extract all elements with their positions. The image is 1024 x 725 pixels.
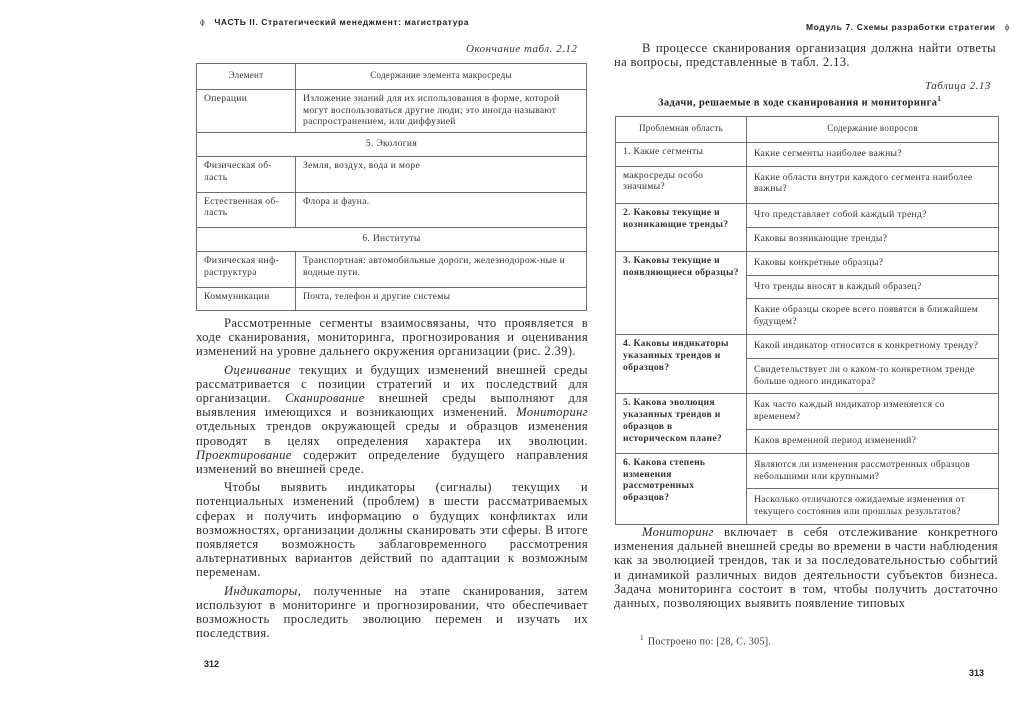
body-paragraph [196,316,588,359]
question-cell: Какие образцы скорее всего появятся в ближайшем будущем? [747,299,999,335]
question-cell: Какие области внутри каждого сегмента наиболее важны? [747,166,999,204]
content-cell: Флора и фауна. [296,192,587,228]
question-cell: Являются ли изменения рассмотренных образцов небольшими или крупными? [747,453,999,489]
content-cell: Транспортная: автомобильные дороги, железнодорож-ные и водные пути. [296,251,587,287]
table-row [197,287,587,311]
question-cell: Каковы конкретные образцы? [747,251,999,275]
emphasized-term: Оценивание [224,362,292,377]
left-table-caption: Окончание табл. 2.12 [466,43,578,55]
element-cell: Естественная об-ласть [197,192,296,228]
text-run: внешней среды выполняют для выявления имеющихся и возникающих изменений. [196,391,588,420]
question-cell: Какой индикатор относится к конкретному тренду? [747,334,999,358]
column-header: Элемент [197,64,296,90]
body-paragraph [614,525,998,610]
footnote-mark: 1 [937,95,942,103]
question-cell: Как часто каждый индикатор изменяется со временем? [747,394,999,430]
body-paragraph [196,363,588,477]
element-cell: Физическая об-ласть [197,156,296,192]
text-run: отдельных трендов окружающей среды и образцов изменения проводят в целях определения характера их эволюции. [196,419,588,448]
right-body-text [614,525,998,614]
problem-area-text: 6. Какова степень изменения рассмотренных образцов? [623,456,706,504]
table-section-row [197,133,587,157]
right-running-head [806,22,1016,32]
text-run: полученные на этапе сканирования, затем используют в мониторинге и прогнозировании, что обеспечивает возможность проследить эволюцию перемен и изучать их последствия. [196,583,588,641]
table-row [616,334,999,358]
table-section-row [197,228,587,252]
problem-area-cell [616,166,747,204]
emphasized-term: Мониторинг [516,405,588,420]
emphasized-term: Проектирование [196,447,292,462]
element-cell: Физическая инф-раструктура [197,251,296,287]
footnote-number: 1 [640,634,644,642]
problem-area-cell [616,453,747,524]
footnote [640,634,771,647]
question-cell: Что представляет собой каждый тренд? [747,204,999,228]
element-cell: Коммуникации [197,287,296,311]
content-cell: Изложение знаний для их использования в форме, которой могут воспользоваться другие люди; это иногда называют распространением, или диффузией [296,89,587,132]
table-row [616,251,999,275]
problem-area-cell [616,334,747,393]
text-run: Рассмотренные сегменты взаимосвязаны, что проявляется в ходе сканирования, мониторинга, прогнозирования и оценивания изменений на уровне дальнего окружения организации (рис. 2.39). [196,316,588,359]
right-table-title [658,95,941,108]
ornament-icon: ϕ [200,17,206,27]
body-paragraph [196,584,588,641]
column-header: Содержание элемента макросреды [296,64,587,90]
left-running-head [194,17,469,27]
problem-area-text: 2. Каковы текущие и возникающие тренды? [623,207,729,230]
column-header: Содержание вопросов [747,117,999,143]
table-header-row [197,64,587,90]
table-header-row [616,117,999,143]
right-intro [614,41,996,69]
text-run: Чтобы выявить индикаторы (сигналы) текущих и потенциальных изменений (проблем) в шести рассматриваемых сферах и получить информацию о будущих конфликтах или возможностях, организации должны сканировать эти сферы. В итоге появляется возможность заблаговременного рассмотрения альтернативных вариантов действий по адаптации к возможным переменам. [196,480,588,580]
right-page-number: 313 [969,668,985,678]
problem-area-cell [616,204,747,252]
problem-area-text: 3. Каковы текущие и появляющиеся образцы? [623,254,739,278]
table-row [197,156,587,192]
table-row [197,251,587,287]
question-cell: Какие сегменты наиболее важны? [747,142,999,166]
scanning-tasks-table [615,116,999,525]
table-row [197,89,587,132]
problem-area-cell [616,251,747,334]
right-table-label: Таблица 2.13 [925,80,991,92]
left-running-head-text: ЧАСТЬ II. Стратегический менеджмент: магистратура [214,17,470,27]
right-running-head-text: Модуль 7. Схемы разработки стратегии [806,22,996,32]
problem-area-text: 4. Каковы индикаторы указанных трендов и образцов? [623,337,729,373]
table-row [616,204,999,228]
text-run: включает в себя отслеживание конкретного изменения дальней внешней среды во времени в части наблюдения как за эволюцией трендов, так и за последовательностью событий и динамикой различных видов деятельности субъектов бизнеса. Задача мониторинга состоит в том, чтобы получить достаточно данных, позволяющих выявить появление типовых [614,525,998,611]
question-cell: Свидетельствует ли о каком-то конкретном тренде больше одного индикатора? [747,358,999,394]
emphasized-term: Сканирование [285,391,365,406]
table-title-text: Задачи, решаемые в ходе сканирования и мониторинга [658,97,938,109]
left-page-number: 312 [204,659,220,669]
table-row [616,166,999,204]
column-header: Проблемная область [616,117,747,143]
problem-area-text: макросреды особо значимы? [623,169,704,193]
element-cell: Операции [197,89,296,132]
problem-area-text: 5. Какова эволюция указанных трендов и образцов в историческом плане? [623,397,723,444]
question-cell: Каковы возникающие тренды? [747,227,999,251]
intro-paragraph: В процессе сканирования организация должна найти ответы на вопросы, представленные в табл. 2.13. [614,41,996,70]
content-cell: Почта, телефон и другие системы [296,287,587,311]
text-run: содержит определение будущего направления изменений во внешней среде. [196,447,588,477]
question-cell: Насколько отличаются ожидаемые изменения от текущего состояния или прошлых результатов? [747,489,999,525]
footnote-text: Построено по: [28, С. 305]. [647,636,772,648]
table-row [197,192,587,228]
table-row [616,142,999,166]
problem-area-cell [616,394,747,453]
section-heading: 5. Экология [197,133,587,157]
content-cell: Земля, воздух, вода и море [296,156,587,192]
table-row [616,394,999,430]
emphasized-term: Мониторинг [642,525,714,539]
emphasized-term: Индикаторы, [224,583,302,598]
problem-area-text: 1. Какие сегменты [623,145,704,157]
macro-environment-table [196,63,587,311]
left-body-text [196,316,588,644]
body-paragraph [196,480,588,579]
section-heading: 6. Институты [197,228,587,252]
question-cell: Что тренды вносят в каждый образец? [747,275,999,299]
table-row [616,453,999,489]
text-run: текущих и будущих изменений внешней среды рассматривается с позиции стратегий и их последствий для организации. [196,362,588,406]
question-cell: Каков временной период изменений? [747,429,999,453]
problem-area-cell [616,142,747,166]
ornament-icon: ϕ [1004,22,1010,32]
